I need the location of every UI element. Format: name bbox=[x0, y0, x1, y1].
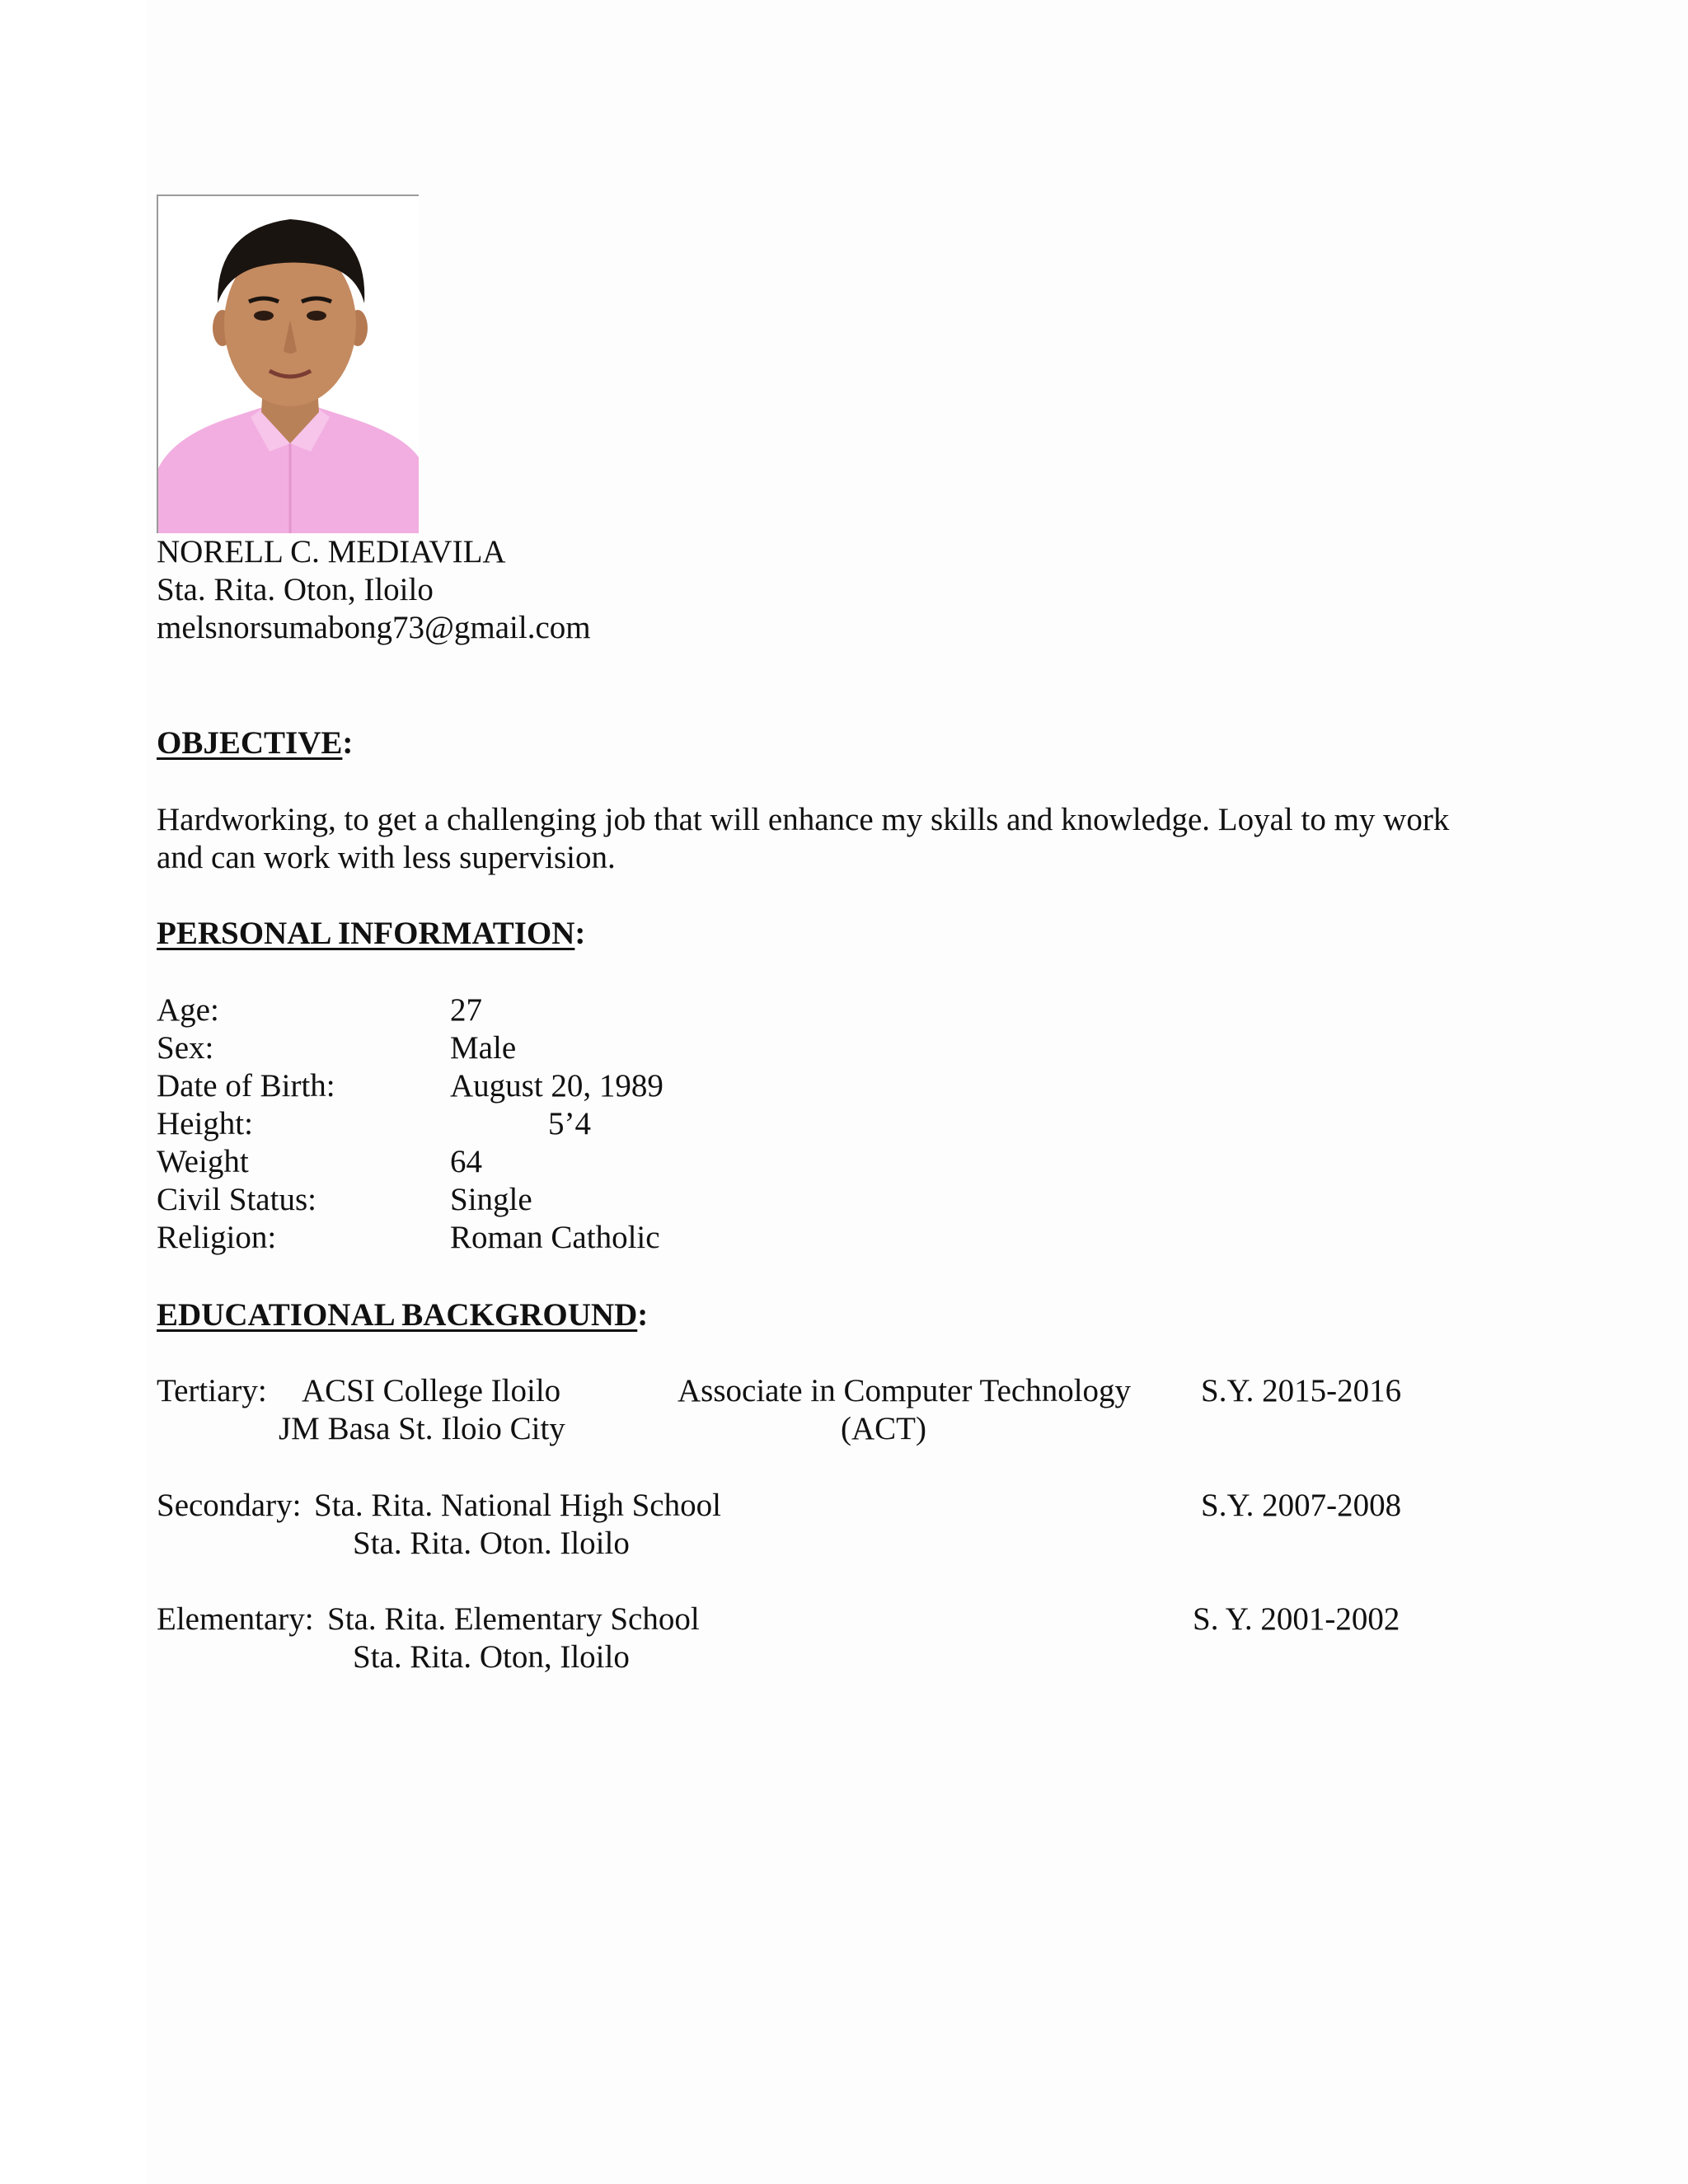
profile-photo bbox=[157, 194, 419, 533]
personal-info-heading-text: PERSONAL INFORMATION bbox=[157, 916, 575, 951]
civil-status-label: Civil Status: bbox=[157, 1182, 316, 1217]
tertiary-year: S.Y. 2015-2016 bbox=[1201, 1373, 1402, 1408]
elementary-school: Sta. Rita. Elementary School bbox=[327, 1601, 700, 1637]
personal-info-heading-colon: : bbox=[574, 916, 586, 951]
applicant-address: Sta. Rita. Oton, Iloilo bbox=[157, 572, 434, 607]
age-value: 27 bbox=[450, 992, 482, 1028]
height-value: 5’4 bbox=[548, 1106, 591, 1141]
objective-heading bbox=[157, 724, 353, 762]
date-of-birth-label: Date of Birth: bbox=[157, 1068, 335, 1104]
tertiary-course-abbreviation: (ACT) bbox=[841, 1411, 926, 1446]
elementary-year: S. Y. 2001-2002 bbox=[1193, 1601, 1400, 1637]
education-heading-colon: : bbox=[637, 1297, 649, 1333]
religion-label: Religion: bbox=[157, 1220, 277, 1255]
weight-value: 64 bbox=[450, 1144, 482, 1179]
elementary-label: Elementary: bbox=[157, 1601, 314, 1637]
applicant-email: melsnorsumabong73@gmail.com bbox=[157, 610, 591, 645]
objective-text-line-2: and can work with less supervision. bbox=[157, 840, 616, 875]
objective-heading-text: OBJECTIVE bbox=[157, 725, 343, 761]
height-label: Height: bbox=[157, 1106, 253, 1141]
education-heading bbox=[157, 1296, 648, 1334]
tertiary-school: ACSI College Iloilo bbox=[302, 1373, 561, 1408]
weight-label: Weight bbox=[157, 1144, 249, 1179]
secondary-school: Sta. Rita. National High School bbox=[314, 1488, 721, 1523]
applicant-name: NORELL C. MEDIAVILA bbox=[157, 534, 506, 569]
objective-text-line-1: Hardworking, to get a challenging job that will enhance my skills and knowledge. Loyal to my work bbox=[157, 802, 1450, 837]
civil-status-value: Single bbox=[450, 1182, 532, 1217]
tertiary-label: Tertiary: bbox=[157, 1373, 267, 1408]
personal-info-heading bbox=[157, 915, 585, 953]
elementary-address: Sta. Rita. Oton, Iloilo bbox=[353, 1639, 630, 1675]
secondary-year: S.Y. 2007-2008 bbox=[1201, 1488, 1402, 1523]
religion-value: Roman Catholic bbox=[450, 1220, 660, 1255]
age-label: Age: bbox=[157, 992, 219, 1028]
secondary-label: Secondary: bbox=[157, 1488, 302, 1523]
sex-label: Sex: bbox=[157, 1030, 214, 1066]
education-heading-text: EDUCATIONAL BACKGROUND bbox=[157, 1297, 638, 1333]
date-of-birth-value: August 20, 1989 bbox=[450, 1068, 663, 1104]
secondary-address: Sta. Rita. Oton. Iloilo bbox=[353, 1526, 630, 1561]
profile-photo-image bbox=[158, 196, 419, 533]
tertiary-course: Associate in Computer Technology bbox=[678, 1373, 1132, 1408]
tertiary-address: JM Basa St. Iloio City bbox=[279, 1411, 565, 1446]
sex-value: Male bbox=[450, 1030, 517, 1066]
objective-heading-colon: : bbox=[342, 725, 354, 761]
